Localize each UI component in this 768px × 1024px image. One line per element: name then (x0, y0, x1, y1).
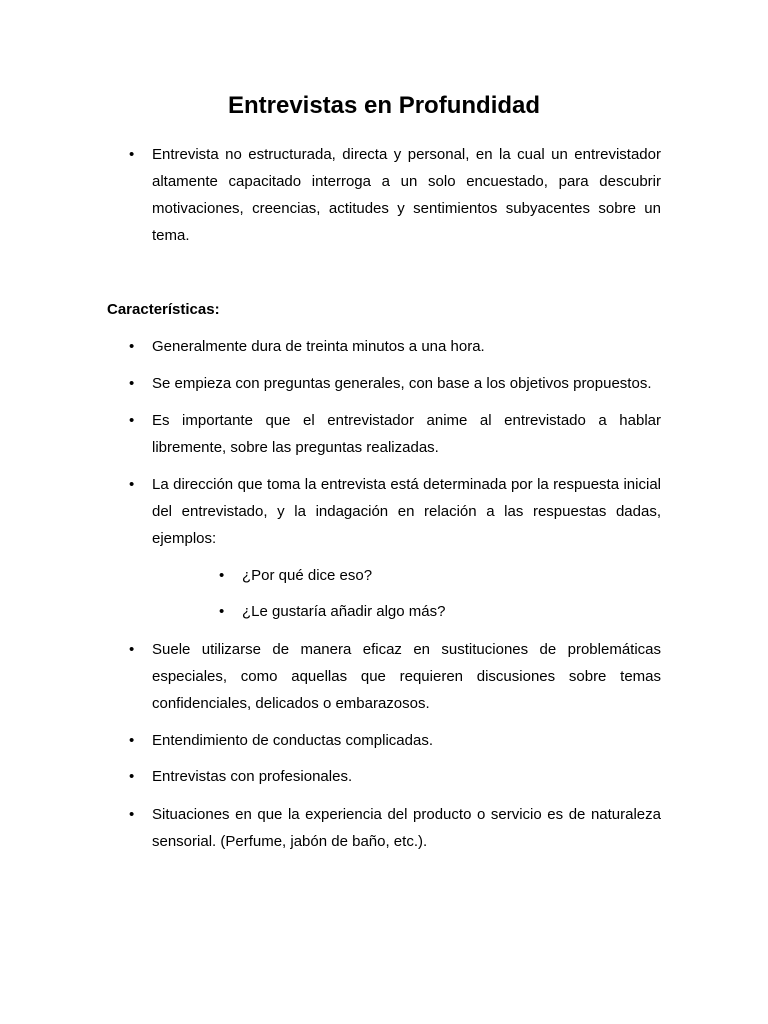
intro-paragraph: Entrevista no estructurada, directa y personal, en la cual un entrevistador altamente capacitado interroga a un solo encuestado, para descubrir motivaciones, creencias, actitudes y sentimientos subyacentes sobre un tema. (152, 146, 661, 244)
page-title: Entrevistas en Profundidad (227, 92, 541, 119)
bullet-marker: • (129, 732, 135, 749)
sub-bullet-marker: • (219, 603, 225, 620)
list-item: Entrevistas con profesionales. (152, 768, 353, 785)
section-heading: Características: (107, 301, 220, 318)
list-item: Situaciones en que la experiencia del producto o servicio es de naturaleza sensorial. (Perfume, jabón de baño, etc.). (152, 806, 661, 850)
bullet-marker: • (129, 338, 135, 355)
list-item: Entendimiento de conductas complicadas. (152, 732, 434, 749)
bullet-marker: • (129, 412, 135, 429)
bullet-marker: • (129, 641, 135, 658)
list-item: Se empieza con preguntas generales, con base a los objetivos propuestos. (152, 375, 652, 392)
list-item: Suele utilizarse de manera eficaz en sustituciones de problemáticas especiales, como aquellas que requieren discusiones sobre temas confidenciales, delicados o embarazosos. (152, 641, 661, 712)
list-item: La dirección que toma la entrevista está determinada por la respuesta inicial del entrevistado, y la indagación en relación a las respuestas dadas, ejemplos: (152, 476, 661, 547)
bullet-marker: • (129, 476, 135, 493)
list-item: Es importante que el entrevistador anime al entrevistado a hablar libremente, sobre las preguntas realizadas. (152, 412, 661, 456)
bullet-marker: • (129, 806, 135, 823)
bullet-marker: • (129, 768, 135, 785)
bullet-marker: • (129, 146, 135, 163)
sub-list-item: ¿Por qué dice eso? (242, 567, 373, 584)
bullet-marker: • (129, 375, 135, 392)
sub-list-item: ¿Le gustaría añadir algo más? (242, 603, 446, 620)
sub-bullet-marker: • (219, 567, 225, 584)
list-item: Generalmente dura de treinta minutos a una hora. (152, 338, 485, 355)
